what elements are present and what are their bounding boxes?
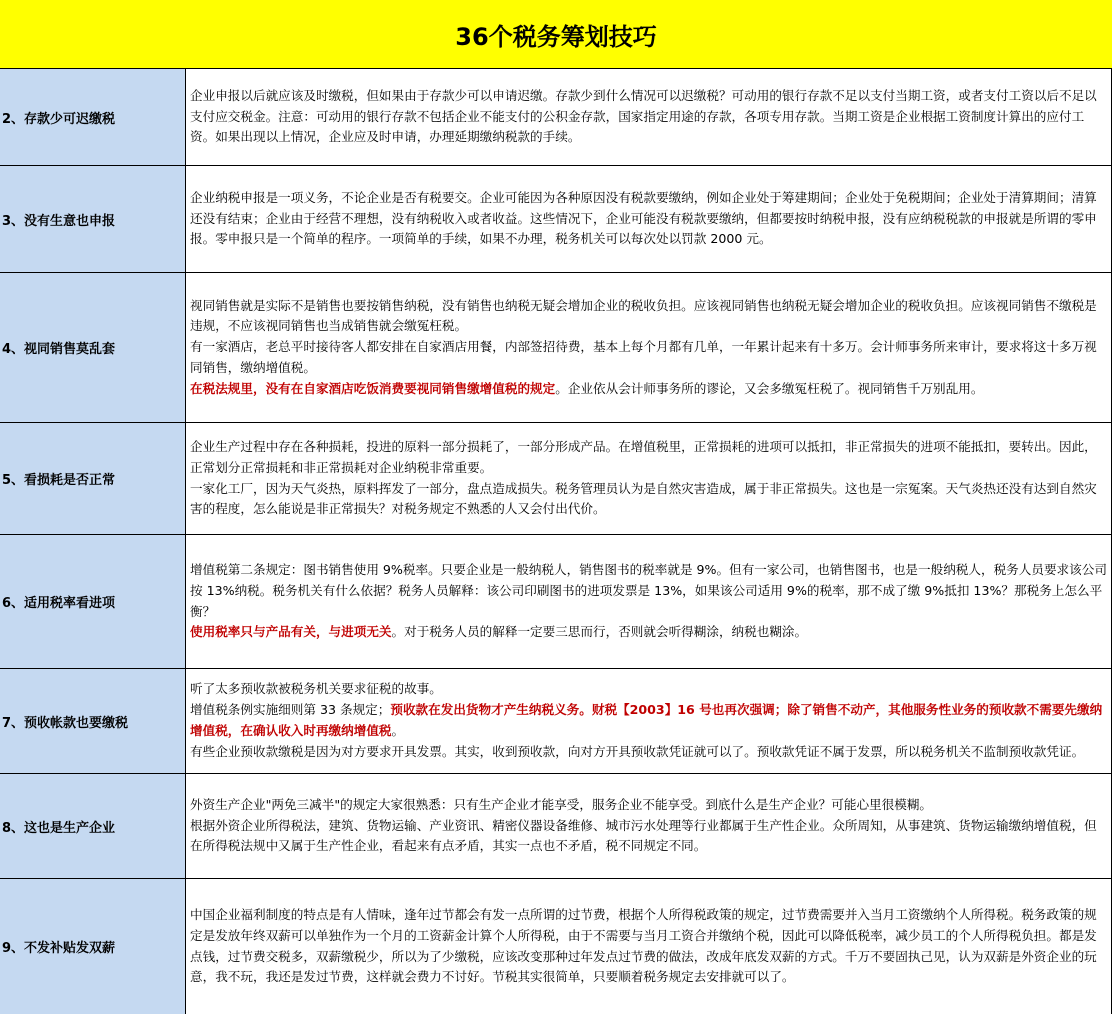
paragraph [190,379,1107,400]
paragraph [190,679,1107,700]
text: 听了太多预收款被税务机关要求征税的故事。 [190,681,442,697]
text: 外资生产企业"两免三减半"的规定大家很熟悉：只有生产企业才能享受，服务企业不能享受。到底什么是生产企业？可能心里很模糊。 [190,796,933,812]
table-row [0,535,1112,669]
row-content [186,774,1112,878]
text: 中国企业福利制度的特点是有人情味，逢年过节都会有发一点所谓的过节费，根据个人所得税政策的规定，过节费需要并入当月工资缴纳个人所得税。税务政策的规定是发放年终双薪可以单独作为一个月的工资薪金计算个人所得税，由于不需要与当月工资合并缴纳个税，因此可以降低税率，减少员工的个人所得税负担。都是发点钱，过节费交税多，双薪缴税少，所以为了少缴税，应该改变那种过年发点过节费的做法，改成年底发双薪的方式。千万不要固执己见，认为双薪是外资企业的玩意，我不玩，我还是发过节费，这样就会费力不讨好。节税其实很简单，只要顺着税务规定去安排就可以了。 [190,906,1097,985]
table-row [0,423,1112,535]
table-row [0,69,1112,166]
text: 企业纳税申报是一项义务，不论企业是否有税要交。企业可能因为各种原因没有税款要缴纳，例如企业处于筹建期间；企业处于免税期间；企业处于清算期间；清算还没有结束；企业由于经营不理想，没有纳税收入或者收益。这些情况下，企业可能没有税款要缴纳，但都要按时纳税申报，没有应纳税税款的申报就是所谓的零申报。零申报只是一个简单的程序。一项简单的手续，如果不办理，税务机关可以每次处以罚款 2000 元。 [190,189,1097,247]
row-label: 9、不发补贴发双薪 [0,879,186,1014]
row-label: 8、这也是生产企业 [0,774,186,878]
page-title: 36个税务筹划技巧 [455,22,657,51]
paragraph [190,560,1107,622]
row-content [186,273,1112,422]
text: 一家化工厂，因为天气炎热，原料挥发了一部分，盘点造成损失。税务管理员认为是自然灾害造成，属于非正常损失。这也是一宗冤案。天气炎热还没有达到自然灾害的程度，怎么能说是非正常损失？对税务规定不熟悉的人又会付出代价。 [190,480,1097,517]
text: 视同销售就是实际不是销售也要按销售纳税，没有销售也纳税无疑会增加企业的税收负担。应该视同销售也纳税无疑会增加企业的税收负担。应该视同销售不缴税是违规，不应该视同销售也当成销售就会缴冤枉税。 [190,297,1097,334]
text: 。 [391,723,405,738]
row-label: 7、预收帐款也要缴税 [0,669,186,773]
paragraph [190,622,1107,643]
paragraph [190,437,1107,479]
paragraph [190,742,1107,763]
paragraph [190,296,1107,338]
row-label: 4、视同销售莫乱套 [0,273,186,422]
paragraph [190,905,1107,988]
paragraph [190,188,1107,250]
text: 根据外资企业所得税法，建筑、货物运输、产业资讯、精密仪器设备维修、城市污水处理等行业都属于生产性企业。众所周知，从事建筑、货物运输缴纳增值税，但在所得税法规中又属于生产性企业，看起来有点矛盾，其实一点也不矛盾，税不同规定不同。 [190,817,1097,854]
highlight-text: 使用税率只与产品有关，与进项无关 [190,624,392,640]
paragraph [190,700,1107,742]
paragraph [190,816,1107,858]
table-row [0,879,1112,1014]
paragraph [190,479,1107,521]
row-label: 6、适用税率看进项 [0,535,186,668]
text: 有些企业预收款缴税是因为对方要求开具发票。其实，收到预收款，向对方开具预收款凭证就可以了。预收款凭证不属于发票，所以税务机关不监制预收款凭证。 [190,743,1085,759]
row-content [186,535,1112,668]
paragraph [190,795,1107,816]
row-content [186,69,1112,165]
table-row [0,166,1112,273]
tips-table [0,69,1112,1014]
table-row [0,669,1112,774]
row-content [186,166,1112,272]
text: 增值税条例实施细则第 33 条规定； [190,702,391,718]
row-content [186,423,1112,534]
highlight-text: 在税法规里，没有在自家酒店吃饭消费要视同销售缴增值税的规定 [190,380,556,396]
text: 企业生产过程中存在各种损耗，投进的原料一部分损耗了，一部分形成产品。在增值税里，正常损耗的进项可以抵扣，非正常损失的进项不能抵扣，要转出。因此，正常划分正常损耗和非正常损耗对企业纳税非常重要。 [190,438,1097,475]
row-content [186,669,1112,773]
row-label: 2、存款少可迟缴税 [0,69,186,165]
text: 增值税第二条规定：图书销售使用 9%税率。只要企业是一般纳税人，销售图书的税率就是 9%。但有一家公司，也销售图书，也是一般纳税人，税务人员要求该公司按 13%纳税。税务机关有什么依据？税务人员解释：该公司印刷图书的进项发票是 13%，如果该公司适用 9%的税率，那不成了缴 9%抵扣 13%？那税务上怎么平衡？ [190,561,1107,619]
row-label: 3、没有生意也申报 [0,166,186,272]
text: 。对于税务人员的解释一定要三思而行，否则就会听得糊涂，纳税也糊涂。 [391,624,808,640]
paragraph [190,86,1107,148]
row-content [186,879,1112,1014]
table-row [0,774,1112,879]
row-label: 5、看损耗是否正常 [0,423,186,534]
text: 企业申报以后就应该及时缴税，但如果由于存款少可以申请迟缴。存款少到什么情况可以迟缴税？可动用的银行存款不足以支付当期工资，或者支付工资以后不足以支付应交税金。注意：可动用的银行存款不包括企业不能支付的公积金存款，国家指定用途的存款，各项专用存款。当期工资是企业根据工资制度计算出的应付工资。如果出现以上情况，企业应及时申请，办理延期缴纳税款的手续。 [190,87,1097,145]
text: 有一家酒店，老总平时接待客人都安排在自家酒店用餐，内部签招待费，基本上每个月都有几单，一年累计起来有十多万。会计师事务所来审计，要求将这十多万视同销售，缴纳增值税。 [190,339,1097,375]
text: 。企业依从会计师事务所的谬论，又会多缴冤枉税了。视同销售千万别乱用。 [555,380,984,396]
highlight-text: 预收款在发出货物才产生纳税义务。财税【2003】16 号也再次强调；除了销售不动产，其他服务性业务的预收款不需要先缴纳增值税，在确认收入时再缴纳增值税 [190,702,1103,738]
title-bar [0,0,1112,69]
paragraph [190,337,1107,379]
table-row [0,273,1112,423]
